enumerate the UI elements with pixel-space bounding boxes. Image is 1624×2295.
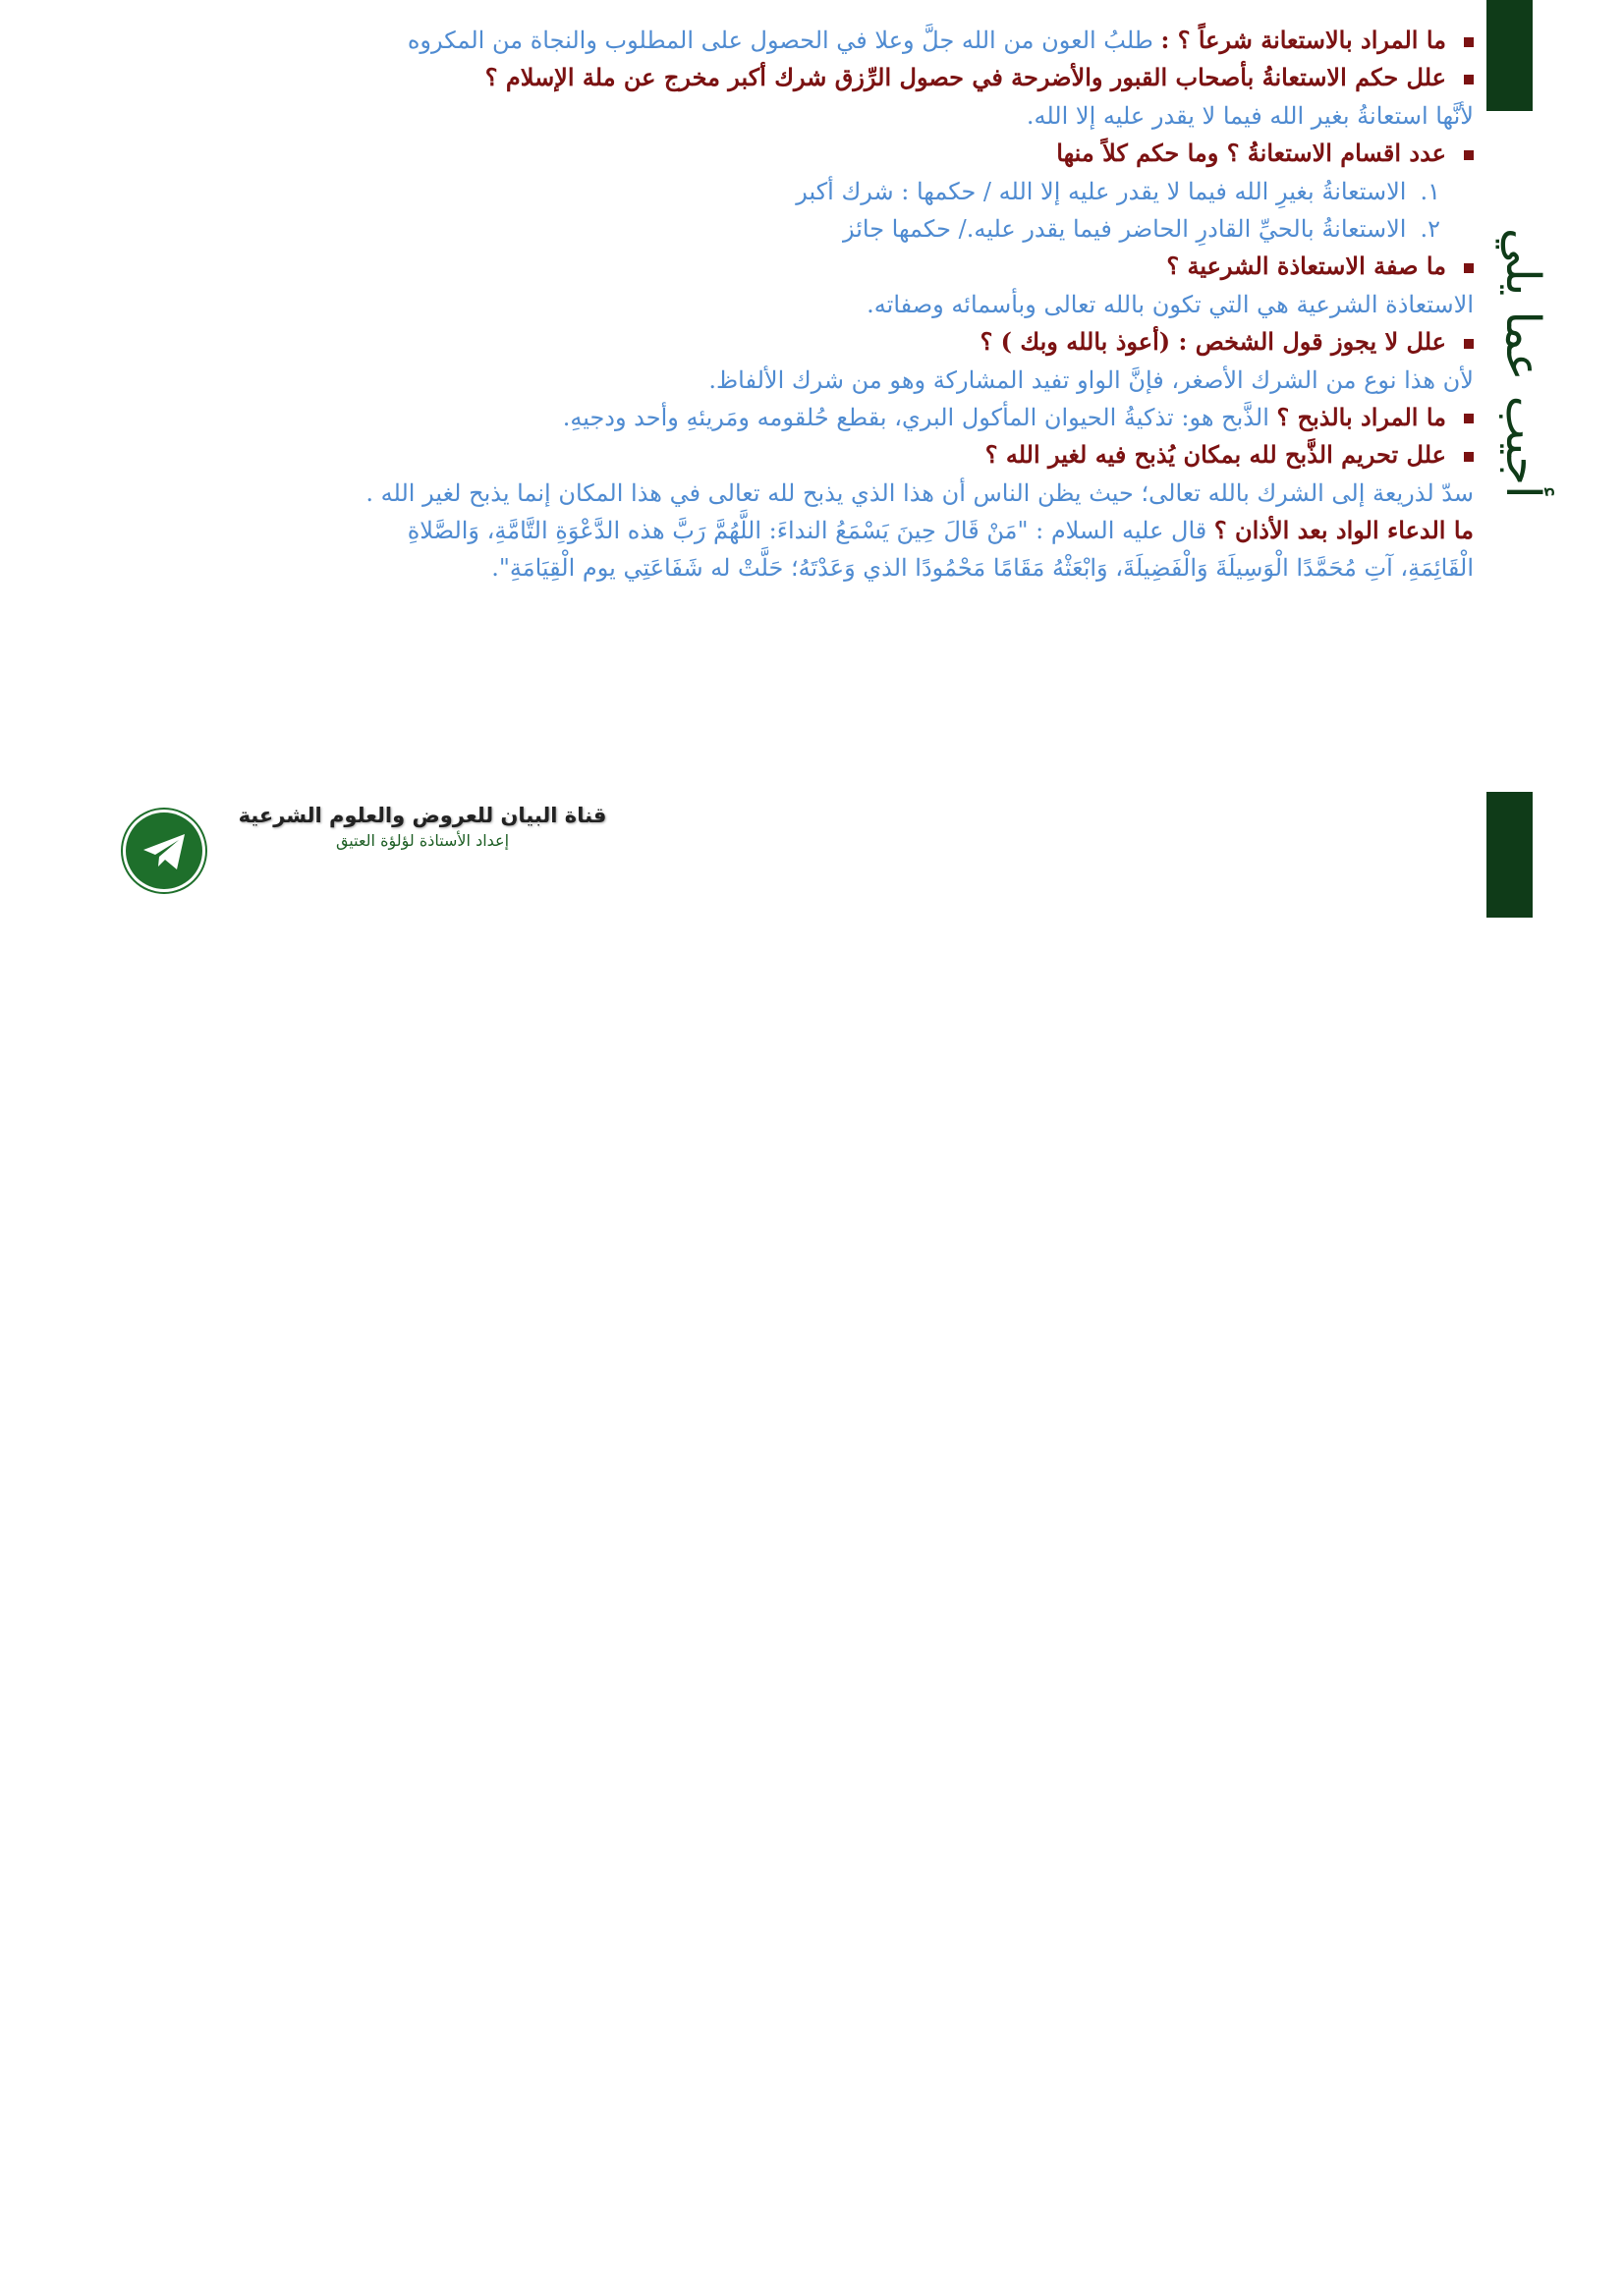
question-text: علل تحريم الذَّبح لله بمكان يُذبح فيه لغير الله ؟	[984, 440, 1446, 470]
answer-text: الذَّبح هو: تذكيةُ الحيوان المأكول البري، بقطع حُلقومه ومَريئهِ وأحد ودجيهِ.	[562, 403, 1277, 431]
question-text: ما الدعاء الواد بعد الأذان ؟	[1213, 516, 1474, 545]
bullet-square-icon	[1464, 452, 1474, 462]
list-item	[236, 323, 1474, 361]
telegram-icon[interactable]	[126, 812, 202, 889]
answer-text: قال عليه السلام : "مَنْ قَالَ حِينَ يَسْمَعُ النداءَ: اللَّهُمَّ رَبَّ هذه الدَّعْوَةِ التَّامَّةِ، وَالصَّلاةِ	[407, 517, 1214, 545]
question-text: ما المراد بالذبح ؟	[1276, 402, 1446, 431]
decorative-bar-bottom	[1486, 792, 1533, 918]
bullet-square-icon	[1464, 339, 1474, 349]
list-item	[236, 436, 1474, 474]
list-item	[236, 248, 1474, 285]
footer	[226, 804, 619, 850]
answer-text: لأنَّها استعانةُ بغير الله فيما لا يقدر عليه إلا الله.	[1026, 101, 1474, 130]
channel-name: قناة البيان للعروض والعلوم الشرعية	[238, 804, 607, 827]
question-text: علل لا يجوز قول الشخص : (أعوذ بالله وبك ) ؟	[980, 327, 1446, 357]
list-item	[236, 210, 1474, 248]
list-item	[236, 22, 1474, 59]
section-title: أجيب عما يلي	[1495, 228, 1550, 499]
answer-text: طلبُ العون من الله جلَّ وعلا في الحصول على المطلوب والنجاة من المكروه	[407, 27, 1161, 54]
item-number: ١.	[1420, 177, 1440, 205]
answer-text: الْقَائِمَةِ، آتِ مُحَمَّدًا الْوَسِيلَةَ وَالْفَضِيلَةَ، وَابْعَثْهُ مَقَامًا مَحْمُودًا الذي وَعَدْتَهُ؛ حَلَّتْ له شَفَاعَتِي يوم الْقِيَامَةِ".	[491, 554, 1474, 583]
bullet-square-icon	[1464, 414, 1474, 423]
decorative-bar-top	[1486, 0, 1533, 111]
answer-text: لأن هذا نوع من الشرك الأصغر، فإنَّ الواو تفيد المشاركة وهو من شرك الألفاظ.	[708, 365, 1474, 394]
item-number: ٢.	[1420, 214, 1440, 243]
question-text: علل حكم الاستعانةُ بأصحاب القبور والأضرحة في حصول الرِّزق شرك أكبر مخرج عن ملة الإسلام ؟	[484, 63, 1446, 92]
bullet-square-icon	[1464, 37, 1474, 47]
bullet-square-icon	[1464, 150, 1474, 160]
question-text: ما صفة الاستعاذة الشرعية ؟	[1166, 252, 1446, 281]
worksheet-content	[236, 22, 1474, 588]
list-item	[236, 135, 1474, 172]
list-item	[236, 173, 1474, 210]
paper-plane-icon	[126, 812, 202, 889]
answer-text: الاستعاذة الشرعية هي التي تكون بالله تعالى وبأسمائه وصفاته.	[867, 290, 1474, 318]
answer-text: سدّ لذريعة إلى الشرك بالله تعالى؛ حيث يظن الناس أن هذا الذي يذبح لله تعالى في هذا المكان إنما يذبح لغير الله .	[365, 478, 1474, 507]
question-text: ما المراد بالاستعانة شرعاً ؟ :	[1160, 26, 1446, 54]
bullet-square-icon	[1464, 75, 1474, 84]
list-item	[236, 59, 1474, 96]
answer-text: الاستعانةُ بغيرِ الله فيما لا يقدر عليه إلا الله / حكمها : شرك أكبر	[796, 177, 1407, 205]
bullet-square-icon	[1464, 263, 1474, 273]
list-item	[236, 399, 1474, 436]
author-credit: إعداد الأستاذة لؤلؤة العتيق	[335, 831, 510, 850]
answer-text: الاستعانةُ بالحيِّ القادرِ الحاضر فيما يقدر عليه./ حكمها جائز	[842, 214, 1407, 243]
list-item	[236, 512, 1474, 549]
question-text: عدد اقسام الاستعانةُ ؟ وما حكم كلاً منها	[1056, 139, 1446, 168]
